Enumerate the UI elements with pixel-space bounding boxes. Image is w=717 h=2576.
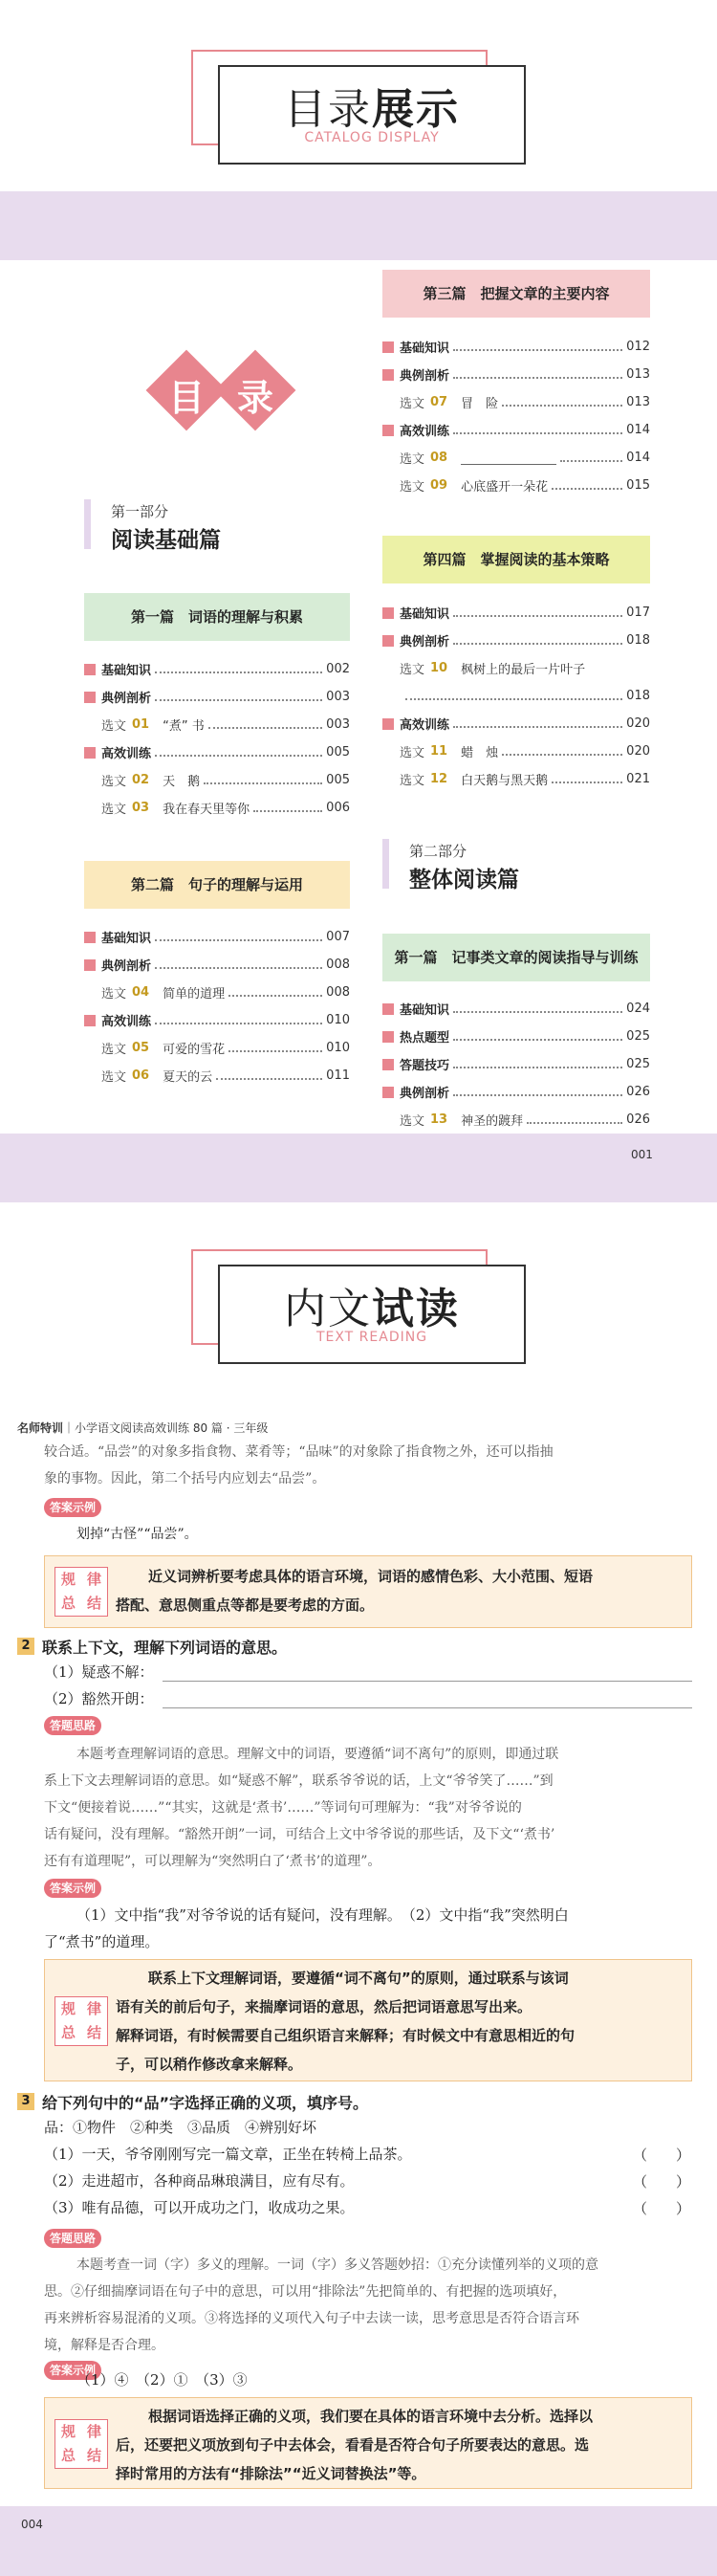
toc-row	[382, 738, 650, 765]
toc-row-xuanwen: 选文	[400, 746, 425, 760]
ans2-2: 了“煮书”的道理。	[44, 1933, 160, 1950]
article-page-number: 004	[21, 2518, 43, 2531]
toc-row-number: 04	[132, 985, 150, 1000]
idea2-3: 下文“便接着说……”“其实，这就是‘煮书’……”等词句可理解为：“我”对爷爷说的	[44, 1800, 522, 1816]
idea3-4: 境，解释是否合理。	[44, 2338, 164, 2353]
toc-row	[84, 655, 350, 683]
toc-row-page: 013	[626, 395, 650, 409]
toc-row	[84, 766, 350, 794]
toc-row-number: 03	[132, 801, 150, 815]
sec2-header: 第二篇 句子的理解与运用	[84, 861, 350, 909]
toc-row-page: 025	[626, 1029, 650, 1044]
toc-row-page: 010	[326, 1041, 350, 1055]
badge-char: 总	[60, 2024, 76, 2041]
toc-row-number: 07	[430, 395, 448, 409]
toc-row-page: 011	[326, 1068, 350, 1083]
bullet-square	[382, 1059, 394, 1070]
toc-row-number: 13	[430, 1112, 448, 1127]
toc-row	[84, 923, 350, 951]
ans2-1: （1）文中指“我”对爷爷说的话有疑问，没有理解。 （2）文中指“我”突然明白	[76, 1906, 569, 1924]
toc-row-dots	[453, 432, 622, 434]
bullet-square	[382, 607, 394, 619]
toc-row-page: 020	[626, 744, 650, 759]
reading-title-a: 内文	[284, 1285, 372, 1333]
toc-row-label: 典例剖析	[101, 692, 152, 706]
toc-row-page: 017	[626, 605, 650, 620]
toc-row-page: 005	[326, 745, 350, 760]
toc-row-label: 典例剖析	[400, 1087, 450, 1101]
sec5-header: 第一篇 记事类文章的阅读指导与训练	[382, 934, 650, 981]
toc-row-label: 高效训练	[101, 1015, 152, 1029]
ans3: （1）④ （2）① （3）③	[76, 2371, 248, 2389]
idea2-1: 本题考查理解词语的意思。理解文中的词语，要遵循“词不离句”的原则，即通过联	[76, 1747, 559, 1762]
band-toc-foot	[0, 1134, 717, 1202]
bullet-square	[382, 1087, 394, 1098]
toc-row-dots	[453, 615, 622, 617]
sec5-rows	[382, 995, 650, 1134]
toc-row	[382, 654, 650, 682]
toc-row-label: 典例剖析	[101, 959, 152, 974]
toc-row-page: 020	[626, 716, 650, 731]
part2-small: 第二部分	[409, 843, 467, 860]
toc-row-dots	[155, 939, 322, 941]
sec1-rows	[84, 655, 350, 822]
toc-row-page: 026	[626, 1112, 650, 1127]
badge-char: 总	[60, 1595, 76, 1612]
toc-row-dots	[228, 995, 322, 997]
toc-row-number: 01	[132, 717, 150, 732]
hero-subtitle: CATALOG DISPLAY	[304, 130, 440, 145]
part1-small: 第一部分	[111, 503, 169, 520]
toc-row	[382, 333, 650, 361]
rule1-line2: 搭配、意思侧重点等都是要考虑的方面。	[116, 1596, 375, 1614]
toc-row-page: 007	[326, 930, 350, 944]
toc-row-title: 枫树上的最后一片叶子	[461, 663, 586, 677]
toc-row-xuanwen: 选文	[101, 1070, 127, 1085]
toc-row-dots	[155, 967, 322, 969]
reading-title-b: 试读	[372, 1285, 460, 1333]
sec2-rows	[84, 923, 350, 1090]
toc-row-page: 005	[326, 773, 350, 787]
toc-row-title: 白天鹅与黑天鹅	[461, 774, 549, 788]
toc-row-dots	[216, 1078, 322, 1080]
toc-row-number: 06	[132, 1068, 150, 1083]
toc-row-label: 高效训练	[400, 718, 450, 733]
toc-row-page: 014	[626, 451, 650, 465]
sec4-header: 第四篇 掌握阅读的基本策略	[382, 536, 650, 583]
toc-row-title: “煮” 书	[163, 719, 205, 734]
toc-row	[382, 416, 650, 444]
sec3-header: 第三篇 把握文章的主要内容	[382, 270, 650, 318]
toc-row-title: 心底盛开一朵花	[461, 480, 549, 495]
rule-badge-2	[54, 1996, 108, 2046]
toc-row-title: 天 鹅	[163, 775, 201, 789]
q3-3-paren: （ ）	[633, 2200, 691, 2217]
toc-row-number: 02	[132, 773, 150, 787]
q2-b: （2）豁然开朗：	[44, 1690, 154, 1707]
toc-row-dots	[527, 1122, 622, 1124]
toc-row-page: 024	[626, 1002, 650, 1016]
toc-row-title: 冒 险	[461, 397, 499, 411]
toc-row	[382, 1023, 650, 1050]
q2-number: 2	[17, 1638, 34, 1655]
rule-box-3	[44, 2397, 692, 2489]
band-top	[0, 191, 717, 260]
p0-line1: 较合适。“品尝”的对象多指食物、菜肴等；“品味”的对象除了指食物之外，还可以指抽	[44, 1444, 554, 1460]
toc-row-xuanwen: 选文	[101, 775, 127, 789]
toc-row	[382, 361, 650, 388]
toc-row	[382, 682, 650, 710]
badge-char: 律	[86, 1571, 101, 1588]
reading-subtitle: TEXT READING	[315, 1330, 428, 1345]
toc-row-dots	[453, 1011, 622, 1013]
idea-tag-3: 答题思路	[44, 2229, 101, 2248]
toc-row-xuanwen: 选文	[400, 480, 425, 495]
toc-row	[382, 388, 650, 416]
toc-row-label: 基础知识	[400, 607, 450, 622]
toc-row-number: 05	[132, 1041, 150, 1055]
toc-row-page: 021	[626, 772, 650, 786]
toc-page-number: 001	[631, 1148, 653, 1161]
toc-row-page: 025	[626, 1057, 650, 1071]
toc-row-xuanwen: 选文	[400, 1114, 425, 1129]
toc-row	[84, 1034, 350, 1062]
bullet-square	[382, 635, 394, 647]
q3-1-paren: （ ）	[633, 2147, 691, 2164]
toc-row-dots	[502, 405, 622, 407]
toc-row-label: 典例剖析	[400, 369, 450, 384]
toc-row-page: 018	[626, 689, 650, 703]
part2-bar	[382, 839, 389, 889]
toc-row-label: 基础知识	[101, 932, 152, 946]
hero-title-b: 展示	[372, 85, 460, 134]
catalog-hero	[191, 50, 526, 174]
answer-0: 划掉“古怪”“品尝”。	[76, 1527, 198, 1542]
badge-char: 总	[60, 2447, 76, 2464]
toc-row-dots	[405, 698, 622, 700]
rule2-line4: 子，可以稍作修改拿来解释。	[116, 2056, 303, 2073]
badge-char: 结	[86, 1595, 101, 1612]
bullet-square	[84, 1015, 96, 1026]
toc-row-title: 我在春天里等你	[163, 803, 250, 817]
toc-row-number: 09	[430, 478, 448, 493]
toc-row-page: 013	[626, 367, 650, 382]
running-head	[17, 1420, 268, 1436]
toc-row-label: 高效训练	[101, 747, 152, 761]
toc-row-dots	[453, 1039, 622, 1041]
toc-row-xuanwen: 选文	[101, 1043, 127, 1057]
q3-3: （3）唯有品德，可以开成功之门，收成功之果。	[44, 2199, 355, 2216]
toc-row	[84, 1062, 350, 1090]
badge-char: 结	[86, 2024, 101, 2041]
toc-row-dots	[552, 488, 622, 490]
toc-row-dots	[560, 460, 622, 462]
toc-row-page: 026	[626, 1085, 650, 1099]
toc-row-number: 11	[430, 744, 448, 759]
answer-tag-3: 答案示例	[44, 2361, 101, 2380]
toc-row-dots	[204, 782, 322, 784]
toc-row	[382, 472, 650, 499]
rule3-line3: 择时常用的方法有“排除法”“近义词替换法”等。	[116, 2465, 426, 2482]
q2-a-line	[163, 1681, 692, 1682]
toc-row	[382, 1078, 650, 1106]
sec1-header: 第一篇 词语的理解与积累	[84, 593, 350, 641]
reading-title	[218, 1274, 526, 1335]
toc-row	[382, 627, 650, 654]
toc-row-label: 热点题型	[400, 1031, 450, 1046]
reading-hero	[191, 1249, 526, 1374]
toc-row-dots	[502, 754, 622, 756]
toc-row-label: 高效训练	[400, 425, 450, 439]
toc-row-dots	[552, 782, 622, 783]
q2-b-line	[163, 1707, 692, 1708]
idea3-3: 再来辨析容易混淆的义项。③将选择的义项代入句子中去读一读，思考意思是否符合语言环	[44, 2311, 579, 2326]
badge-char: 律	[86, 2423, 101, 2440]
rule-box-1	[44, 1555, 692, 1628]
idea2-4: 话有疑问，没有理解。“豁然开朗”一词，可结合上文中爷爷说的那些话，及下文“‘煮书’	[44, 1827, 555, 1842]
bullet-square	[382, 425, 394, 436]
toc-row-label: 答题技巧	[400, 1059, 450, 1073]
badge-char: 结	[86, 2447, 101, 2464]
toc-row	[84, 738, 350, 766]
toc-row-xuanwen: 选文	[101, 987, 127, 1002]
bullet-square	[382, 1031, 394, 1043]
toc-row-dots	[453, 643, 622, 645]
answer-tag-1: 答案示例	[44, 1498, 101, 1517]
bullet-square	[382, 341, 394, 353]
bullet-square	[382, 718, 394, 730]
toc-row-page: 003	[326, 717, 350, 732]
toc-row-xuanwen: 选文	[400, 774, 425, 788]
toc-row-label: 基础知识	[101, 664, 152, 678]
bullet-square	[84, 747, 96, 759]
badge-char: 规	[60, 2423, 76, 2440]
toc-row-dots	[453, 349, 622, 351]
rule3-line1: 根据词语选择正确的义项，我们要在具体的语言环境中去分析。选择以	[148, 2408, 594, 2425]
rule-badge-1	[54, 1567, 108, 1617]
q2-a: （1）疑惑不解：	[44, 1663, 154, 1681]
part1-bar	[84, 499, 91, 549]
bullet-square	[84, 932, 96, 943]
toc-row-title: 可爱的雪花	[163, 1043, 226, 1057]
toc-row	[84, 711, 350, 738]
toc-row-title: 神圣的踱拜	[461, 1114, 524, 1129]
rule-badge-3	[54, 2419, 108, 2469]
toc-row	[84, 794, 350, 822]
q3-2-paren: （ ）	[633, 2173, 691, 2191]
lu-char: 录	[236, 377, 273, 419]
part1-big: 阅读基础篇	[111, 528, 221, 553]
running-head-bold: 名师特训	[17, 1421, 64, 1435]
toc-row	[382, 995, 650, 1023]
bullet-square	[84, 664, 96, 675]
q3-number: 3	[17, 2093, 34, 2110]
q2-prompt: 联系上下文，理解下列词语的意思。	[42, 1639, 288, 1657]
toc-row-dots	[155, 699, 322, 701]
p0-line2: 象的事物。因此，第二个括号内应划去“品尝”。	[44, 1471, 326, 1486]
toc-row-page: 006	[326, 801, 350, 815]
badge-char: 规	[60, 2000, 76, 2017]
toc-row-label: 基础知识	[400, 1003, 450, 1018]
toc-row-xuanwen: 选文	[400, 452, 425, 467]
toc-row-label: 典例剖析	[400, 635, 450, 650]
sec3-rows	[382, 333, 650, 499]
toc-row-xuanwen: 选文	[101, 803, 127, 817]
bullet-square	[382, 369, 394, 381]
hero-title-a: 目录	[284, 85, 372, 134]
bullet-square	[84, 692, 96, 703]
rule2-line1: 联系上下文理解词语，要遵循“词不离句”的原则，通过联系与该词	[148, 1970, 569, 1987]
running-head-rest: ｜小学语文阅读高效训练 80 篇 · 三年级	[63, 1421, 269, 1435]
toc-row-page: 010	[326, 1013, 350, 1027]
toc-row	[382, 1106, 650, 1134]
toc-row-xuanwen: 选文	[101, 719, 127, 734]
answer-tag-2: 答案示例	[44, 1879, 101, 1898]
toc-row-page: 008	[326, 958, 350, 972]
toc-row-page: 014	[626, 423, 650, 437]
toc-row-blank	[461, 451, 556, 465]
toc-row-dots	[453, 1067, 622, 1068]
rule3-line2: 后，还要把义项放到句子中去体会，看看是否符合句子所要表达的意思。选	[116, 2436, 590, 2454]
toc-row-dots	[253, 810, 322, 812]
mu-char: 目	[167, 377, 205, 419]
toc-row-label: 基础知识	[400, 341, 450, 356]
idea-tag-2: 答题思路	[44, 1716, 101, 1735]
toc-row-dots	[155, 672, 322, 673]
toc-row-title: 夏天的云	[163, 1070, 213, 1085]
toc-row	[84, 979, 350, 1006]
toc-row-dots	[155, 1023, 322, 1024]
toc-row-number: 10	[430, 661, 448, 675]
toc-row	[84, 951, 350, 979]
toc-row-dots	[208, 727, 322, 729]
toc-row-dots	[453, 377, 622, 379]
idea3-2: 思。②仔细揣摩词语在句子中的意思，可以用“排除法”先把简单的、有把握的选项填好，	[44, 2284, 567, 2300]
badge-char: 律	[86, 2000, 101, 2017]
toc-row-title: 蜡 烛	[461, 746, 499, 760]
part2-big: 整体阅读篇	[409, 868, 519, 892]
toc-row-number: 12	[430, 772, 448, 786]
q3-options: 品：①物件 ②种类 ③品质 ④辨别好坏	[44, 2119, 317, 2136]
band-bottom	[0, 2506, 717, 2576]
toc-row-dots	[453, 726, 622, 728]
q3-1: （1）一天，爷爷刚刚写完一篇文章，正坐在转椅上品茶。	[44, 2146, 412, 2163]
toc-row	[84, 683, 350, 711]
bullet-square	[382, 1003, 394, 1015]
rule-box-2	[44, 1959, 692, 2081]
toc-row-page: 018	[626, 633, 650, 648]
toc-row-dots	[155, 755, 322, 757]
toc-row-page: 002	[326, 662, 350, 676]
toc-row-page: 012	[626, 340, 650, 354]
badge-char: 规	[60, 1571, 76, 1588]
sec4-rows	[382, 599, 650, 793]
toc-row	[382, 444, 650, 472]
toc-row-title: 简单的道理	[163, 987, 226, 1002]
toc-row-page: 003	[326, 690, 350, 704]
hero-title	[218, 75, 526, 136]
toc-row-dots	[453, 1094, 622, 1096]
idea2-2: 系上下文去理解词语的意思。如“疑惑不解”，联系爷爷说的话，上文“爷爷笑了……”到	[44, 1773, 554, 1789]
rule1-line1: 近义词辨析要考虑具体的语言环境，词语的感情色彩、大小范围、短语	[148, 1568, 594, 1585]
toc-row	[382, 765, 650, 793]
toc-row-number: 08	[430, 451, 448, 465]
bullet-square	[84, 959, 96, 971]
idea2-5: 还有有道理呢”，可以理解为“突然明白了‘煮书’的道理”。	[44, 1854, 381, 1869]
toc-row	[382, 599, 650, 627]
toc-row	[382, 710, 650, 738]
toc-row-page: 008	[326, 985, 350, 1000]
toc-row-dots	[228, 1050, 322, 1052]
toc-row-xuanwen: 选文	[400, 663, 425, 677]
toc-row	[84, 1006, 350, 1034]
toc-row-xuanwen: 选文	[400, 397, 425, 411]
idea3-1: 本题考查一词（字）多义的理解。一词（字）多义答题妙招：①充分读懂列举的义项的意	[76, 2257, 598, 2273]
q3-prompt: 给下列句中的“品”字选择正确的义项，填序号。	[42, 2094, 369, 2112]
toc-row-page: 015	[626, 478, 650, 493]
toc-row	[382, 1050, 650, 1078]
rule2-line3: 解释词语，有时候需要自己组织语言来解释；有时候文中有意思相近的句	[116, 2027, 576, 2044]
q3-2: （2）走进超市，各种商品琳琅满目，应有尽有。	[44, 2172, 355, 2190]
rule2-line2: 语有关的前后句子，来揣摩词语的意思，然后把词语意思写出来。	[116, 1998, 532, 2015]
